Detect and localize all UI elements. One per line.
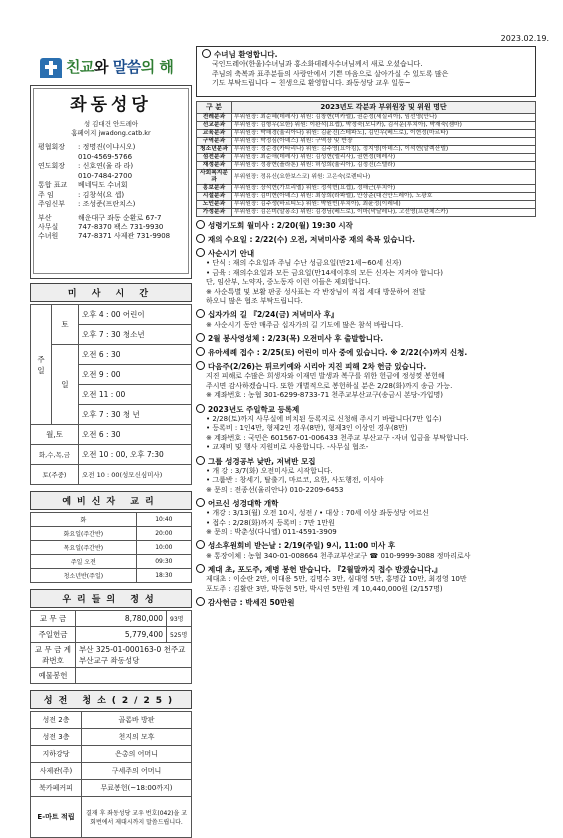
year-banner (66, 56, 173, 77)
info-key (38, 153, 78, 162)
notice-title (196, 597, 536, 608)
table-cell: 북카페커피 (31, 780, 82, 797)
right-column (196, 46, 536, 608)
notice-item (196, 361, 536, 400)
table-cell: 화요일(주간반) (31, 527, 137, 541)
table-row (197, 146, 536, 154)
notice-title-text: 어르신 성경대학 개학 (208, 498, 279, 508)
sun-mass-time: 오후 7 : 30 청 년 (79, 405, 192, 425)
info-key (38, 172, 78, 181)
info-key: 주임신부 (38, 200, 66, 209)
committee-members: 부위원장: 최순애(데레사) 위원: 김성현(엘리사), 권현정(데레사) (232, 154, 536, 162)
notice-line: • 그룹반 : 창세기, 탈출기, 마르코, 요한, 사도행전, 이사야 (206, 476, 384, 485)
committee-name: 구역분과 (197, 138, 232, 146)
info-value: : 김창석(요 셉) (78, 190, 125, 199)
circle-bullet-icon (196, 220, 205, 229)
table-row (197, 185, 536, 193)
table-cell: 성전 3층 (31, 729, 82, 746)
notice-line: • 단식 : 재의 수요일과 주님 수난 성금요일(만21세~60세 신자) (206, 259, 402, 268)
table-row (31, 643, 192, 668)
notice-item (196, 498, 536, 537)
notice-title (196, 220, 536, 231)
welcome-line: 주님의 축복과 표주분들의 사랑안에서 기쁜 마음으로 살아가실 수 있도록 많은 (212, 69, 449, 78)
table-row (31, 712, 192, 729)
table-row (197, 192, 536, 200)
sunday-label: 주일 (31, 305, 52, 425)
notice-line: ※ 문의 : 전종선(율리안나) 010-2209-6453 (206, 485, 344, 494)
circle-bullet-icon (196, 404, 205, 413)
table-row (31, 763, 192, 780)
circle-bullet-icon (196, 456, 205, 465)
notice-line: • 2/28(토)까지 사무실에 비치된 등록지로 신청해 주시기 바랍니다(7만 입수) (206, 414, 442, 423)
notice-title (196, 309, 536, 320)
banner-connector: 와 (93, 58, 113, 76)
table-cell (76, 668, 192, 684)
committee-name: 사회복지분과 (197, 170, 232, 185)
left-column (30, 85, 192, 838)
notice-item (196, 540, 536, 561)
table-cell: 주일 오전 (31, 555, 137, 569)
table-cell: 구세주의 어머니 (82, 763, 192, 780)
table-cell: 18:30 (136, 569, 191, 583)
circle-bullet-icon (196, 309, 205, 318)
committee-name: 청소년분과 (197, 146, 232, 154)
table-cell: 93명 (167, 611, 192, 627)
table-cell: 525명 (167, 627, 192, 643)
bulletin-date: 2023.02.19. (500, 34, 549, 43)
notice-line: • 접수 : 2/28(화)까지 등록비 : 7만 1만원 (206, 518, 335, 527)
notice-title (196, 347, 536, 358)
saturday-label: 토 (52, 305, 79, 345)
committee-name: 노인분과 (197, 200, 232, 208)
table-row (197, 200, 536, 208)
cleaning-heading: 성전 청소(2/25) (30, 690, 192, 709)
notice-item (196, 333, 536, 344)
committee-members: 부위원장: 정광현(플라톤) 위원: 허성희(율리아), 김정진(스텔라) (232, 162, 536, 170)
church-info-row (38, 223, 184, 232)
circle-bullet-icon (202, 49, 211, 58)
weekday-label: 토(주중) (31, 465, 79, 485)
church-info-row (38, 172, 184, 181)
notice-title (196, 564, 536, 575)
table-header: 2023년도 각분과 부위원장 및 위원 명단 (232, 102, 536, 114)
notice-item (196, 456, 536, 495)
welcome-box (196, 46, 536, 97)
church-info-box (30, 85, 192, 279)
notice-title-text: 십자가의 길 『2/24(금) 저녁미사 후』 (208, 310, 339, 320)
weekday-time: 오전 6 : 30 (79, 425, 192, 445)
info-key: 부산 (38, 213, 52, 222)
committee-name: 교육분과 (197, 130, 232, 138)
sun-mass-time: 오전 9 : 00 (79, 365, 192, 385)
table-cell: 골롬바 방판 (82, 712, 192, 729)
notice-line: • 교재비 및 행사 지원비로 사용합니다. -사무실 협조- (206, 443, 369, 452)
notice-title-text: 그룹 성경공부 낮반, 저녁반 모집 (208, 456, 316, 466)
notice-line: 제대초 : 이순란 2만, 이대용 5만, 김명수 3만, 심대영 5만, 홍명갑 10만, 최경영 10만 (206, 575, 467, 584)
bible-icon (40, 58, 62, 78)
notice-item (196, 404, 536, 453)
info-key: 통합 표교 (38, 181, 68, 190)
notice-line: • 개 강 : 3/7(화) 오전미사로 시작합니다. (206, 466, 333, 475)
table-cell: 10:40 (136, 513, 191, 527)
sat-mass-time: 오후 7 : 30 청소년 (79, 325, 192, 345)
committee-name: 섬전분과 (197, 154, 232, 162)
table-cell: E-마트 적립 (31, 797, 82, 838)
circle-bullet-icon (196, 333, 205, 342)
notice-title (196, 333, 536, 344)
church-contact-list (38, 143, 184, 241)
welcome-line: 국인드레아(한울)수녀님과 홍소화데레사수녀님께서 새로 오셨습니다. (212, 60, 423, 69)
table-row (197, 138, 536, 146)
committee-members: 부위원장: 정유신(요한보스코) 위원: 고은숙(로렌티나) (232, 170, 536, 185)
table-cell: 8,780,000 (76, 611, 167, 627)
notice-line: • 등록비 : 1인4만, 형제2인 경우(8만), 형제3인 이상인 경우(8만) (206, 424, 408, 433)
table-cell: 무료봉헌(~18:00까지) (82, 780, 192, 797)
info-value: 747-8370 팩스 731-9930 (78, 222, 164, 231)
notice-title-text: 제대 초, 포도주, 제병 봉헌 받습니다. 『2월말까지 접수 받겠습니다.』 (208, 564, 442, 574)
circle-bullet-icon (196, 597, 205, 606)
notice-title (196, 404, 536, 415)
church-info-row (38, 191, 184, 200)
offering-table (30, 610, 192, 684)
homepage-link[interactable]: 홈페이지 jwadong.catb.kr (71, 128, 151, 137)
table-cell: 교 무 금 계좌번호 (31, 643, 76, 668)
info-key: 주 임 (38, 190, 54, 199)
church-info-row (38, 214, 184, 223)
banner-word-fellowship: 친교 (66, 58, 94, 76)
welcome-title: 수녀님 환영합니다. (214, 50, 278, 59)
table-row (197, 114, 536, 122)
notice-title (196, 234, 536, 245)
notice-line: • 금육 : 재의수요일과 모든 금요일(만14세이후의 모든 신자는 지켜야 합니다) (206, 268, 443, 277)
notice-line: 하오니 많은 협조 부탁드립니다. (206, 296, 303, 305)
info-value: 010-4569-5766 (78, 152, 133, 161)
table-cell: 주일헌금 (31, 627, 76, 643)
notice-title-text: 다음주(2/26)는 튀르키예와 시리아 지진 피해 2차 헌금 있습니다. (208, 362, 427, 372)
notice-line: ※ 계좌번호 : 국민은 601567-01-006433 천주교 부산교구 -자녀 입금을 부탁합니다. (206, 433, 469, 442)
notice-item (196, 347, 536, 358)
table-cell: 결재 후 좌동성당 교우 번호(042)을 교회번에서 제대시까지 말씀드립니다. (82, 797, 192, 838)
committee-members: 부위원장: 김미현(아녜스) 위원: 최상희(라파엘), 안상준(대건안드레아), 노광호 (232, 192, 536, 200)
table-header-row (197, 102, 536, 114)
committee-name: 재정분과 (197, 162, 232, 170)
table-row (31, 569, 192, 583)
banner-word-word: 말씀 (112, 58, 141, 76)
cleaning-table (30, 711, 192, 838)
notice-title-text: 감사헌금 : 박세진 50만원 (208, 597, 295, 607)
table-row (197, 170, 536, 185)
notice-title-text: 유아세례 접수 : 2/25(토) 어린이 미사 중에 있습니다. ※ 2/22(수)까지 신청. (208, 348, 468, 358)
notice-item (196, 234, 536, 245)
notice-title (196, 361, 536, 372)
church-info-row (38, 162, 184, 171)
circle-bullet-icon (196, 564, 205, 573)
notice-title (196, 248, 536, 259)
table-cell: 09:30 (136, 555, 191, 569)
notice-item (196, 309, 536, 330)
table-row (31, 746, 192, 763)
info-value: 747-8371 사제관 731-9908 (78, 232, 171, 241)
info-value: 해운대구 좌동 순환로 67-7 (78, 213, 162, 222)
circle-bullet-icon (196, 361, 205, 370)
church-info-row (38, 200, 184, 209)
table-row (31, 780, 192, 797)
table-row (197, 122, 536, 130)
notice-title-text: 성소후원회비 받는날 : 2/19(주일) 9시, 11:00 미사 후 (208, 541, 396, 551)
offering-heading: 우리들의 정성 (30, 589, 192, 608)
catechumen-table (30, 512, 192, 583)
committee-name: 선교분과 (197, 122, 232, 130)
notice-title-text: 2023년도 주일학교 등록제 (208, 404, 300, 414)
info-value: : 정명진(이냐시오) (78, 143, 136, 152)
info-value: : 조성준(프란치스) (78, 200, 136, 209)
notice-item (196, 220, 536, 231)
committee-members: 부위원장: 김주생(바르티노) 위원: 박원빈(루치아), 최윤정(이레네) (232, 200, 536, 208)
notice-line: ※ 문의 : 박춘성(다니엘) 011-4591-3909 (206, 527, 337, 536)
table-row (197, 162, 536, 170)
table-cell: 20:00 (136, 527, 191, 541)
table-row (31, 527, 192, 541)
patron-saint: 성 김대건 안드레아 (83, 119, 139, 128)
mass-times-heading: 미 사 시 간 (30, 283, 192, 302)
table-row (31, 627, 192, 643)
notice-title-text: 성령기도회 월미사 : 2/20(월) 19:30 시작 (208, 220, 353, 230)
info-key: 평협회장 (38, 143, 66, 152)
table-row (31, 555, 192, 569)
table-cell: 은총의 어머니 (82, 746, 192, 763)
table-row (31, 541, 192, 555)
sunday-day-label: 일 (52, 345, 79, 425)
sun-mass-time: 오전 11 : 00 (79, 385, 192, 405)
table-cell: 지하강당 (31, 746, 82, 763)
table-row (31, 611, 192, 627)
info-key: 수녀원 (38, 232, 59, 241)
table-cell: 성전 2층 (31, 712, 82, 729)
table-row (197, 130, 536, 138)
table-row (31, 729, 192, 746)
notice-line: ※ 사순특별 및 보활 판공 성사표는 각 반장님이 직접 세대 방문하여 전달 (206, 287, 426, 296)
committee-name: 전례분과 (197, 114, 232, 122)
circle-bullet-icon (196, 498, 205, 507)
notice-line: ※ 통장이체 : 농협 340-01-008664 천주교부산교구 ☎ 010-9999-3088 정마리로사 (206, 551, 471, 560)
church-info-row (38, 232, 184, 241)
table-cell: 화 (31, 513, 137, 527)
table-row (197, 208, 536, 216)
notice-title (196, 456, 536, 467)
circle-bullet-icon (196, 347, 205, 356)
info-key: 사무실 (38, 222, 59, 231)
table-cell: 천지의 모후 (82, 729, 192, 746)
circle-bullet-icon (196, 540, 205, 549)
notice-item (196, 564, 536, 594)
committee-members: 부위원장: 장석현(가브리엘) 위원: 정석현(요셉), 정해근(루치아) (232, 185, 536, 193)
table-cell: 사제관(주) (31, 763, 82, 780)
notice-title-text: 2월 봉사영성체 : 2/23(목) 오전미사 후 출발합니다. (208, 333, 384, 343)
info-value: : 신호연(율 라 라) (78, 162, 134, 171)
table-cell: 부산 325-01-000163-0 천주교부산교구 좌동성당 (76, 643, 192, 668)
table-cell: 목요일(주간반) (31, 541, 137, 555)
table-row (31, 513, 192, 527)
info-value: 베네딕도 수녀회 (78, 181, 128, 190)
notice-line: • 개강 : 3/13(월) 오전 10시, 성전 / • 대상 : 70세 이상 좌동성당 어르신 (206, 509, 429, 518)
info-value: 010-7484-2700 (78, 171, 133, 180)
notice-line: ※ 계좌번호 : 농협 301-6299-8733-71 천주교부산교구(송금시 본당-가입명) (206, 391, 444, 400)
church-name: 좌동성당 (70, 95, 152, 115)
table-cell: 청소년반(주일) (31, 569, 137, 583)
notice-line: 단, 임산부, 노약자, 중노동자 이런 이들은 제외합니다. (206, 278, 371, 287)
committee-name: 시설분과 (197, 192, 232, 200)
weekday-time: 오전 10 : 00(성모신심미사) (79, 465, 192, 485)
banner-end: 의 해 (140, 58, 174, 76)
committee-members: 부위원장: 최순혜(데레사) 위원: 김창현(미카엘), 권순정(세실리아), 임선영(안나) (232, 114, 536, 122)
catechumen-heading: 예비신자 교리 (30, 491, 192, 510)
notice-line: ※ 사순시기 동안 매주금 십자가의 길 기도에 많은 참석 바랍니다. (206, 320, 404, 329)
sun-mass-time: 오전 6 : 30 (79, 345, 192, 365)
notice-line: 주시면 감사하겠습니다. 또한 개별적으로 봉헌하실 분은 2/28(화)까지 송금 가능. (206, 381, 453, 390)
church-info-row (38, 181, 184, 190)
weekday-label: 화,수,목,금 (31, 445, 79, 465)
committee-members: 부위원장: 김은미(알퐁소) 위원: 김경님(베드로), 이마(막달레나), 고선영(프란체스카) (232, 208, 536, 216)
circle-bullet-icon (196, 248, 205, 257)
table-cell: 교 무 금 (31, 611, 76, 627)
committee-members: 부위원장: 박정심(아녜스) 위원: 구역장 및 반장 (232, 138, 536, 146)
church-info-row (38, 153, 184, 162)
committee-members: 부위원장: 박해경(율리아나) 위원: 김윤진(스테파노), 김민우(베드로), 이현정(마르타) (232, 130, 536, 138)
notice-title (196, 540, 536, 551)
weekday-time: 오전 10 : 00, 오후 7:30 (79, 445, 192, 465)
committee-table (196, 101, 536, 217)
notice-item (196, 248, 536, 306)
notice-line: 포도주 : 김활란 3만, 박동현 5만, 박시연 5만원 계 10,440,000원 (2/157명) (206, 584, 443, 593)
table-cell: 10:00 (136, 541, 191, 555)
mass-times-table (30, 304, 192, 485)
committee-name: 가정분과 (197, 208, 232, 216)
table-header: 구 분 (197, 102, 232, 114)
welcome-line: 기도 부탁드립니다 ~ 친생으로 환영합니다. 좌동성당 교우 일동~ (212, 79, 411, 87)
committee-members: 부위원장: 정순경(카타리나) 위원: 김주영(요아킴), 정지영(아녜스), 이석현(알렉산델) (232, 146, 536, 154)
notice-title-text: 사순시기 안내 (208, 249, 255, 259)
church-info-row (38, 143, 184, 152)
table-cell: 예물봉헌 (31, 668, 76, 684)
committee-name: 홍보분과 (197, 185, 232, 193)
info-key: 연도회장 (38, 162, 66, 171)
circle-bullet-icon (196, 234, 205, 243)
sat-mass-time: 오후 4 : 00 어린이 (79, 305, 192, 325)
notice-item (196, 597, 536, 608)
table-row (197, 154, 536, 162)
notice-title (196, 498, 536, 509)
committee-members: 부위원장: 김형우(요한) 위원: 이완석(요셉), 박정숙(모니카), 김서운(루치아), 박재숙(젬마) (232, 122, 536, 130)
notice-title-text: 재의 수요일 : 2/22(수) 오전, 저녁미사중 재의 축복 있습니다. (208, 234, 415, 244)
weekday-label: 월,토 (31, 425, 79, 445)
notices-list (196, 220, 536, 608)
table-row (31, 797, 192, 838)
table-row (31, 668, 192, 684)
notice-line: 지진 피해로 수많은 희생자와 이재민 발생과 복구를 위한 헌금에 정성껏 봉헌해 (206, 372, 445, 381)
table-cell: 5,779,400 (76, 627, 167, 643)
